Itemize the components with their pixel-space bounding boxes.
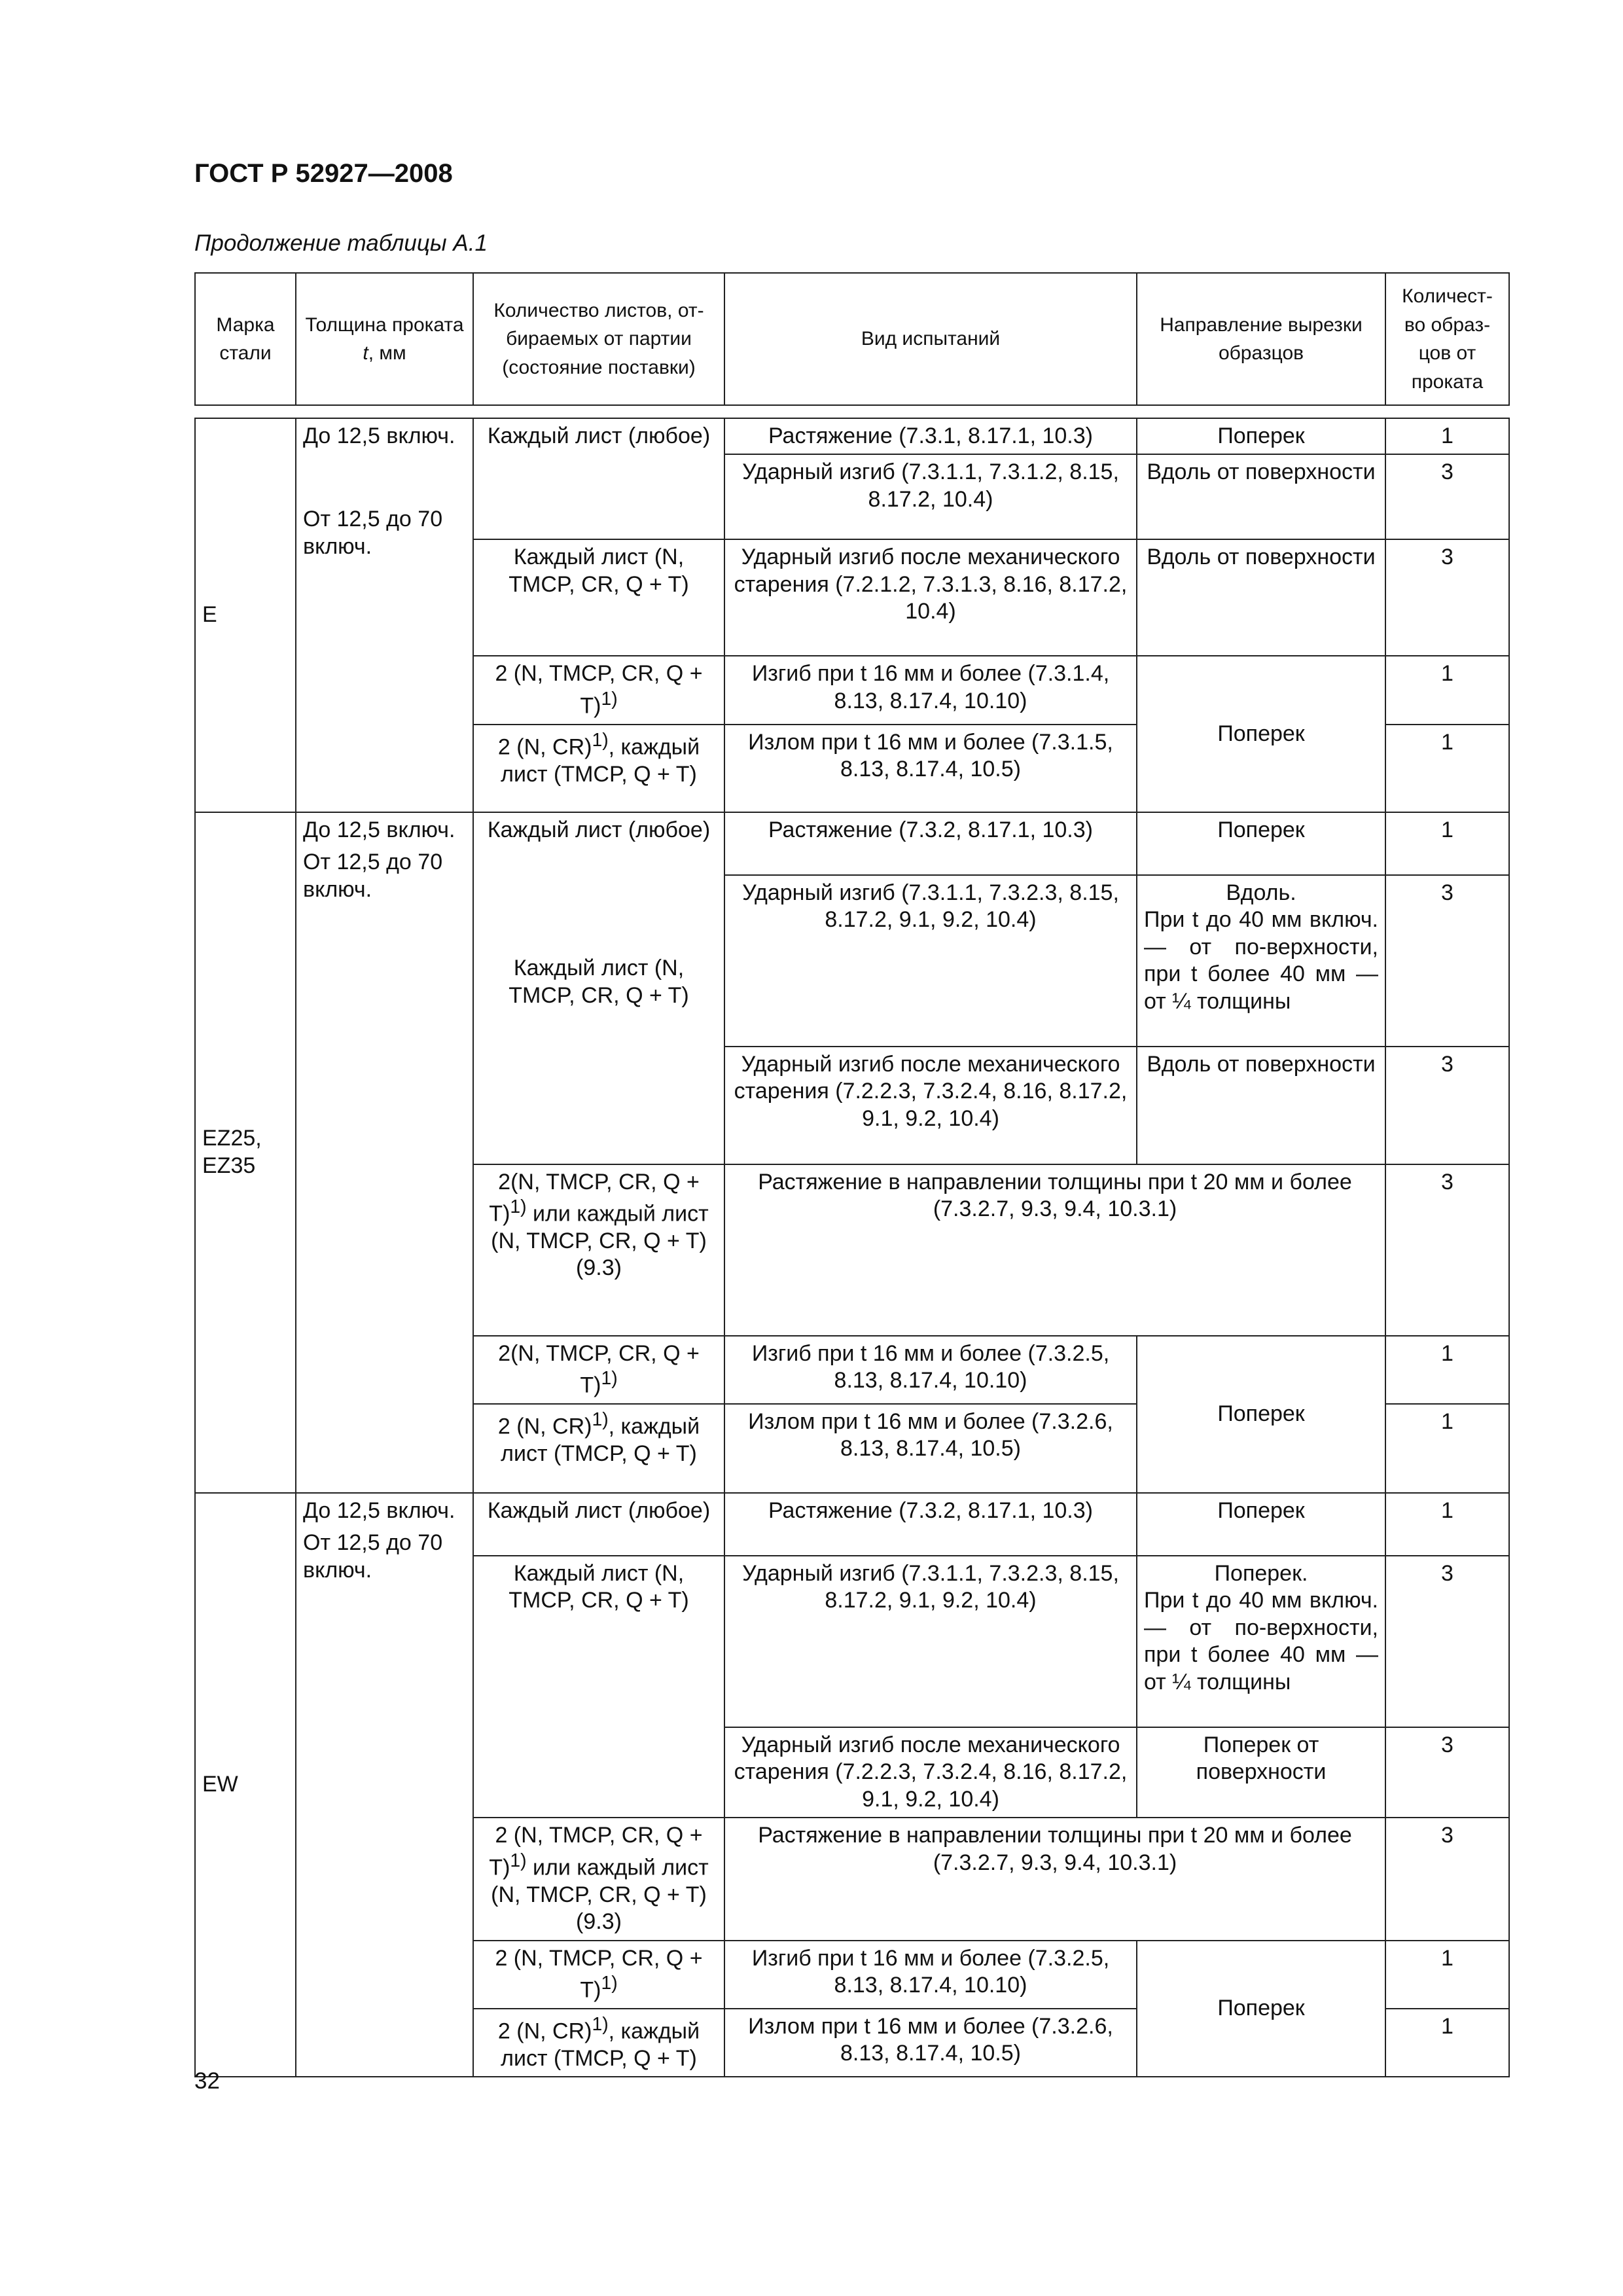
direction-cell: Вдоль от поверхности bbox=[1137, 454, 1385, 539]
direction-detail: При t до 40 мм включ. — от по-верхности, при t более 40 мм — от ¼ толщины bbox=[1144, 1588, 1378, 1695]
count-cell: 1 bbox=[1385, 1336, 1509, 1404]
direction-cell: Поперек bbox=[1137, 812, 1385, 875]
table-caption: Продолжение таблицы А.1 bbox=[194, 230, 488, 256]
test-cell: Излом при t 16 мм и более (7.3.2.6, 8.13, 8.17.4, 10.5) bbox=[724, 2009, 1137, 2077]
sheets-cell: Каждый лист (N, TMCP, CR, Q + T) bbox=[473, 1556, 724, 1818]
test-cell: Ударный изгиб (7.3.1.1, 7.3.2.3, 8.15, 8.17.2, 9.1, 9.2, 10.4) bbox=[724, 875, 1137, 1047]
test-cell: Изгиб при t 16 мм и более (7.3.2.5, 8.13, 8.17.4, 10.10) bbox=[724, 1941, 1137, 2009]
count-cell: 1 bbox=[1385, 1404, 1509, 1493]
col-header-thickness-text: Толщина проката bbox=[305, 314, 464, 336]
footnote-mark: 1) bbox=[592, 2013, 609, 2035]
count-cell: 1 bbox=[1385, 1941, 1509, 2009]
footnote-mark: 1) bbox=[601, 1973, 618, 1994]
footnote-mark: 1) bbox=[592, 1409, 609, 1430]
sheets-text-1: Каждый лист (любое) bbox=[487, 817, 711, 842]
col-header-thickness-symbol: t bbox=[363, 342, 368, 364]
test-cell: Ударный изгиб после механического старения (7.2.1.2, 7.3.1.3, 8.16, 8.17.2, 10.4) bbox=[724, 539, 1137, 656]
sheets-cell bbox=[473, 1164, 724, 1336]
col-header-grade: Марка стали bbox=[195, 273, 296, 405]
test-cell: Излом при t 16 мм и более (7.3.1.5, 8.13, 8.17.4, 10.5) bbox=[724, 725, 1137, 812]
col-header-direction: Направление вырезки образцов bbox=[1137, 273, 1385, 405]
sheets-text-cont: , каждый лист (TMCP, Q + T) bbox=[501, 734, 700, 787]
sheets-cell: Каждый лист (любое) bbox=[473, 1493, 724, 1556]
table-row bbox=[195, 812, 1509, 875]
document-header: ГОСТ Р 52927—2008 bbox=[194, 159, 453, 188]
test-cell: Растяжение (7.3.1, 8.17.1, 10.3) bbox=[724, 418, 1137, 454]
count-cell: 3 bbox=[1385, 1818, 1509, 1940]
sheets-text: 2 (N, TMCP, CR, Q + T) bbox=[495, 1945, 703, 2003]
direction-main: Поперек. bbox=[1214, 1561, 1308, 1586]
sheets-text: 2 (N, CR) bbox=[497, 1414, 592, 1439]
steel-grade-ew: EW bbox=[195, 1493, 296, 2077]
sheets-text: 2 (N, CR) bbox=[497, 734, 592, 760]
sheets-cell: Каждый лист (N, TMCP, CR, Q + T) bbox=[473, 539, 724, 656]
count-cell: 1 bbox=[1385, 1493, 1509, 1556]
test-cell: Растяжение в направлении толщины при t 20 мм и более (7.3.2.7, 9.3, 9.4, 10.3.1) bbox=[724, 1818, 1385, 1940]
thickness-range-1: До 12,5 включ. bbox=[303, 423, 455, 448]
sheets-text: 2 (N, TMCP, CR, Q + T) bbox=[495, 661, 703, 719]
sheets-cell bbox=[473, 656, 724, 724]
test-cell: Ударный изгиб после механического старения (7.2.2.3, 7.3.2.4, 8.16, 8.17.2, 9.1, 9.2, 10.4) bbox=[724, 1727, 1137, 1818]
sheets-cell bbox=[473, 812, 724, 1164]
direction-cell bbox=[1137, 875, 1385, 1047]
table-row bbox=[195, 1493, 1509, 1556]
direction-cell: Поперек bbox=[1137, 656, 1385, 812]
direction-cell: Поперек от поверхности bbox=[1137, 1727, 1385, 1818]
test-cell: Ударный изгиб (7.3.1.1, 7.3.2.3, 8.15, 8.17.2, 9.1, 9.2, 10.4) bbox=[724, 1556, 1137, 1727]
direction-main: Вдоль. bbox=[1226, 880, 1296, 905]
page-number: 32 bbox=[194, 2068, 220, 2094]
sheets-cell bbox=[473, 725, 724, 812]
direction-cell bbox=[1137, 1556, 1385, 1727]
footnote-mark: 1) bbox=[510, 1196, 527, 1218]
steel-grade-ez: EZ25, EZ35 bbox=[195, 812, 296, 1493]
count-cell: 3 bbox=[1385, 875, 1509, 1047]
sheets-cell: Каждый лист (любое) bbox=[473, 418, 724, 539]
sheets-cell bbox=[473, 1818, 724, 1940]
footnote-mark: 1) bbox=[592, 729, 609, 751]
col-header-thickness-unit: , мм bbox=[368, 342, 406, 364]
thickness-range-1: До 12,5 включ. bbox=[303, 1498, 455, 1523]
count-cell: 1 bbox=[1385, 812, 1509, 875]
thickness-cell bbox=[296, 812, 473, 1493]
direction-cell: Вдоль от поверхности bbox=[1137, 1047, 1385, 1164]
test-cell: Ударный изгиб (7.3.1.1, 7.3.1.2, 8.15, 8.17.2, 10.4) bbox=[724, 454, 1137, 539]
table-row bbox=[195, 418, 1509, 454]
sheets-cell bbox=[473, 1941, 724, 2009]
direction-detail: При t до 40 мм включ. — от по-верхности, при t более 40 мм — от ¼ толщины bbox=[1144, 907, 1378, 1014]
count-cell: 1 bbox=[1385, 725, 1509, 812]
test-cell: Излом при t 16 мм и более (7.3.2.6, 8.13, 8.17.4, 10.5) bbox=[724, 1404, 1137, 1493]
thickness-cell bbox=[296, 418, 473, 812]
direction-cell: Вдоль от поверхности bbox=[1137, 539, 1385, 656]
count-cell: 1 bbox=[1385, 2009, 1509, 2077]
count-cell: 3 bbox=[1385, 454, 1509, 539]
col-header-count: Количест-во образ-цов от проката bbox=[1385, 273, 1509, 405]
sheets-text: 2(N, TMCP, CR, Q + T) bbox=[489, 1169, 700, 1227]
sheets-text: 2(N, TMCP, CR, Q + T) bbox=[498, 1340, 700, 1398]
table-header-row bbox=[195, 273, 1509, 405]
test-cell: Ударный изгиб после механического старения (7.2.2.3, 7.3.2.4, 8.16, 8.17.2, 9.1, 9.2, 10.4) bbox=[724, 1047, 1137, 1164]
count-cell: 3 bbox=[1385, 1164, 1509, 1336]
sheets-text-cont: , каждый лист (TMCP, Q + T) bbox=[501, 2018, 700, 2071]
count-cell: 3 bbox=[1385, 1556, 1509, 1727]
test-cell: Изгиб при t 16 мм и более (7.3.1.4, 8.13, 8.17.4, 10.10) bbox=[724, 656, 1137, 724]
thickness-range-1: До 12,5 включ. bbox=[303, 817, 455, 842]
test-cell: Изгиб при t 16 мм и более (7.3.2.5, 8.13, 8.17.4, 10.10) bbox=[724, 1336, 1137, 1404]
count-cell: 3 bbox=[1385, 1047, 1509, 1164]
sheets-cell bbox=[473, 1404, 724, 1493]
steel-grade-e: Е bbox=[195, 418, 296, 812]
sheets-text-2: Каждый лист (N, TMCP, CR, Q + T) bbox=[508, 956, 689, 1008]
count-cell: 1 bbox=[1385, 656, 1509, 724]
sheets-text-cont: или каждый лист (N, TMCP, CR, Q + T) (9.3) bbox=[491, 1855, 709, 1935]
col-header-sheets: Количество листов, от-бираемых от партии (состояние поставки) bbox=[473, 273, 724, 405]
sheets-text: 2 (N, CR) bbox=[497, 2018, 592, 2044]
sheets-text-cont: или каждый лист (N, TMCP, CR, Q + T) (9.3) bbox=[491, 1201, 709, 1281]
sheets-cell bbox=[473, 2009, 724, 2077]
direction-cell: Поперек bbox=[1137, 418, 1385, 454]
sheets-text: 2 (N, TMCP, CR, Q + T) bbox=[489, 1823, 703, 1880]
footnote-mark: 1) bbox=[510, 1850, 527, 1871]
thickness-cell bbox=[296, 1493, 473, 2077]
count-cell: 3 bbox=[1385, 539, 1509, 656]
thickness-range-2: От 12,5 до 70 включ. bbox=[303, 850, 443, 902]
thickness-range-2: От 12,5 до 70 включ. bbox=[303, 1530, 443, 1583]
thickness-range-2: От 12,5 до 70 включ. bbox=[303, 507, 443, 559]
count-cell: 3 bbox=[1385, 1727, 1509, 1818]
count-cell: 1 bbox=[1385, 418, 1509, 454]
sampling-table bbox=[194, 272, 1510, 2077]
sheets-cell bbox=[473, 1336, 724, 1404]
sheets-text-cont: , каждый лист (TMCP, Q + T) bbox=[501, 1414, 700, 1466]
direction-cell: Поперек bbox=[1137, 1493, 1385, 1556]
col-header-test: Вид испытаний bbox=[724, 273, 1137, 405]
test-cell: Растяжение (7.3.2, 8.17.1, 10.3) bbox=[724, 812, 1137, 875]
test-cell: Растяжение (7.3.2, 8.17.1, 10.3) bbox=[724, 1493, 1137, 1556]
direction-cell: Поперек bbox=[1137, 1941, 1385, 2077]
footnote-mark: 1) bbox=[601, 688, 618, 709]
test-cell: Растяжение в направлении толщины при t 20 мм и более (7.3.2.7, 9.3, 9.4, 10.3.1) bbox=[724, 1164, 1385, 1336]
footnote-mark: 1) bbox=[601, 1368, 618, 1390]
header-gap-row bbox=[195, 405, 1509, 418]
direction-cell: Поперек bbox=[1137, 1336, 1385, 1493]
col-header-thickness bbox=[296, 273, 473, 405]
